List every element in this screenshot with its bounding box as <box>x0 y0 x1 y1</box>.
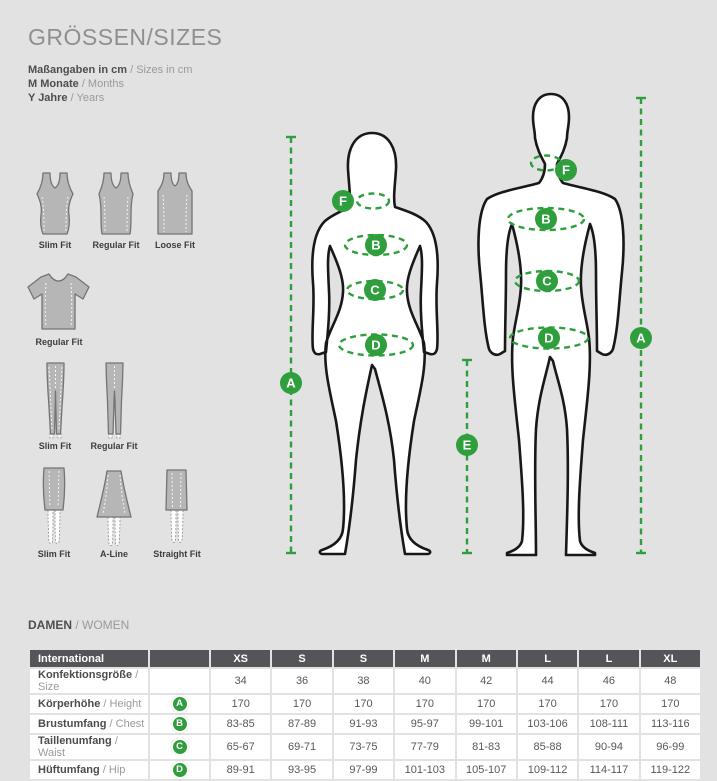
legend-en: / Sizes in cm <box>130 64 193 76</box>
row-label <box>30 695 148 713</box>
row-label-de: Brustumfang <box>38 718 107 730</box>
fit-label: Slim Fit <box>37 549 71 559</box>
hip-badge: D <box>171 761 189 779</box>
row-label <box>30 715 148 733</box>
tank-loose-icon <box>154 171 196 237</box>
inseam-badge <box>456 434 478 456</box>
section-title-women <box>28 618 129 632</box>
size-cell: 73-75 <box>334 735 393 759</box>
size-cell: 170 <box>272 695 331 713</box>
svg-text:A: A <box>286 375 296 391</box>
size-cell: 99-101 <box>457 715 516 733</box>
man-neck-badge <box>555 159 577 181</box>
man-silhouette <box>478 94 623 555</box>
header-size: L <box>518 650 577 667</box>
table-row <box>30 735 700 759</box>
svg-text:E: E <box>462 437 472 453</box>
svg-text:D: D <box>371 337 381 353</box>
pants-slim-icon <box>43 361 68 439</box>
skirt-straight-icon <box>163 468 190 546</box>
header-size: M <box>457 650 516 667</box>
legend-en: / Months <box>81 78 124 90</box>
woman-hip-badge <box>365 334 387 356</box>
size-cell: 81-83 <box>457 735 516 759</box>
size-cell: 113-116 <box>641 715 700 733</box>
row-label <box>30 735 148 759</box>
fit-label: Regular Fit <box>35 337 83 347</box>
table-row <box>30 695 700 713</box>
row-label-en: / Size <box>38 669 139 693</box>
size-cell: 103-106 <box>518 715 577 733</box>
header-size: M <box>395 650 454 667</box>
measurement-figures <box>268 85 717 579</box>
size-cell: 97-99 <box>334 761 393 779</box>
fit-label: Slim Fit <box>38 240 72 250</box>
svg-text:B: B <box>371 237 381 253</box>
woman-height-badge <box>280 372 302 394</box>
woman-waist-badge <box>364 279 386 301</box>
row-label-en: / Hip <box>102 764 126 776</box>
size-cell: 105-107 <box>457 761 516 779</box>
size-cell: 65-67 <box>211 735 270 759</box>
size-cell: 114-117 <box>579 761 638 779</box>
size-cell: 42 <box>457 669 516 693</box>
size-cell: 170 <box>641 695 700 713</box>
section-title-de: DAMEN <box>28 618 72 632</box>
table-row <box>30 715 700 733</box>
size-cell: 170 <box>211 695 270 713</box>
size-cell: 87-89 <box>272 715 331 733</box>
table-row <box>30 761 700 779</box>
badge-cell <box>150 761 209 779</box>
fit-label: Straight Fit <box>153 549 201 559</box>
svg-text:F: F <box>339 193 347 209</box>
height-badge: A <box>171 695 189 713</box>
size-cell: 170 <box>395 695 454 713</box>
size-cell: 91-93 <box>334 715 393 733</box>
inseam-line <box>462 360 472 553</box>
fit-label: Regular Fit <box>90 441 138 451</box>
size-cell: 36 <box>272 669 331 693</box>
svg-text:D: D <box>544 330 554 346</box>
size-cell: 46 <box>579 669 638 693</box>
man-height-line <box>636 98 646 553</box>
man-hip-badge <box>538 327 560 349</box>
row-label-de: Taillenumfang <box>38 735 112 747</box>
header-international: International <box>30 650 148 667</box>
size-cell: 96-99 <box>641 735 700 759</box>
man-chest-badge <box>535 208 557 230</box>
page-title: GRÖSSEN/SIZES <box>28 24 223 50</box>
legend-line-sizes <box>28 63 192 77</box>
waist-badge: C <box>171 738 189 756</box>
badge-cell <box>150 695 209 713</box>
legend <box>28 63 192 105</box>
svg-text:C: C <box>542 273 552 289</box>
chest-badge: B <box>171 715 189 733</box>
section-title-en: / WOMEN <box>75 618 130 632</box>
svg-text:A: A <box>636 330 646 346</box>
woman-neck-badge <box>332 190 354 212</box>
size-cell: 170 <box>334 695 393 713</box>
size-cell: 69-71 <box>272 735 331 759</box>
size-cell: 119-122 <box>641 761 700 779</box>
svg-text:C: C <box>370 282 380 298</box>
size-cell: 89-91 <box>211 761 270 779</box>
header-size: L <box>579 650 638 667</box>
size-cell: 85-88 <box>518 735 577 759</box>
row-label-de: Konfektionsgröße <box>38 669 133 681</box>
row-label <box>30 761 148 779</box>
row-label-de: Hüftumfang <box>38 764 100 776</box>
header-size: S <box>334 650 393 667</box>
badge-cell <box>150 715 209 733</box>
skirt-aline-icon <box>95 469 133 549</box>
size-cell: 38 <box>334 669 393 693</box>
size-cell: 95-97 <box>395 715 454 733</box>
size-cell: 77-79 <box>395 735 454 759</box>
man-height-badge <box>630 327 652 349</box>
fit-label: Loose Fit <box>155 240 195 250</box>
row-label-en: / Waist <box>38 735 118 759</box>
size-cell: 170 <box>518 695 577 713</box>
fit-label: Regular Fit <box>92 240 140 250</box>
tank-regular-icon <box>95 171 137 237</box>
size-cell: 170 <box>457 695 516 713</box>
tshirt-regular-icon <box>25 271 92 333</box>
table-header-row <box>30 650 700 667</box>
women-size-table <box>28 648 702 781</box>
header-size: S <box>272 650 331 667</box>
tank-slim-icon <box>34 171 76 237</box>
header-size: XL <box>641 650 700 667</box>
woman-height-line <box>286 137 296 553</box>
row-label-en: / Chest <box>109 718 145 730</box>
size-cell: 108-111 <box>579 715 638 733</box>
size-cell: 44 <box>518 669 577 693</box>
header-badge-col <box>150 650 209 667</box>
size-cell: 40 <box>395 669 454 693</box>
skirt-slim-icon <box>40 466 68 546</box>
size-cell: 83-85 <box>211 715 270 733</box>
table-row <box>30 669 700 693</box>
pants-regular-icon <box>102 361 127 439</box>
size-cell: 48 <box>641 669 700 693</box>
woman-chest-badge <box>365 234 387 256</box>
legend-line-years <box>28 91 192 105</box>
size-cell: 101-103 <box>395 761 454 779</box>
size-cell: 93-95 <box>272 761 331 779</box>
legend-line-months <box>28 77 192 91</box>
legend-de: Maßangaben in cm <box>28 64 128 76</box>
legend-de: M Monate <box>28 78 79 90</box>
badge-cell <box>150 669 209 693</box>
header-size: XS <box>211 650 270 667</box>
fit-label: Slim Fit <box>38 441 72 451</box>
row-label <box>30 669 148 693</box>
badge-cell <box>150 735 209 759</box>
size-cell: 170 <box>579 695 638 713</box>
size-cell: 34 <box>211 669 270 693</box>
row-label-en: / Height <box>103 698 142 710</box>
svg-text:F: F <box>562 162 570 178</box>
size-cell: 109-112 <box>518 761 577 779</box>
legend-en: / Years <box>70 92 105 104</box>
legend-de: Y Jahre <box>28 92 68 104</box>
man-waist-badge <box>536 270 558 292</box>
fit-label: A-Line <box>100 549 128 559</box>
size-cell: 90-94 <box>579 735 638 759</box>
svg-text:B: B <box>541 211 551 227</box>
row-label-de: Körperhöhe <box>38 698 101 710</box>
